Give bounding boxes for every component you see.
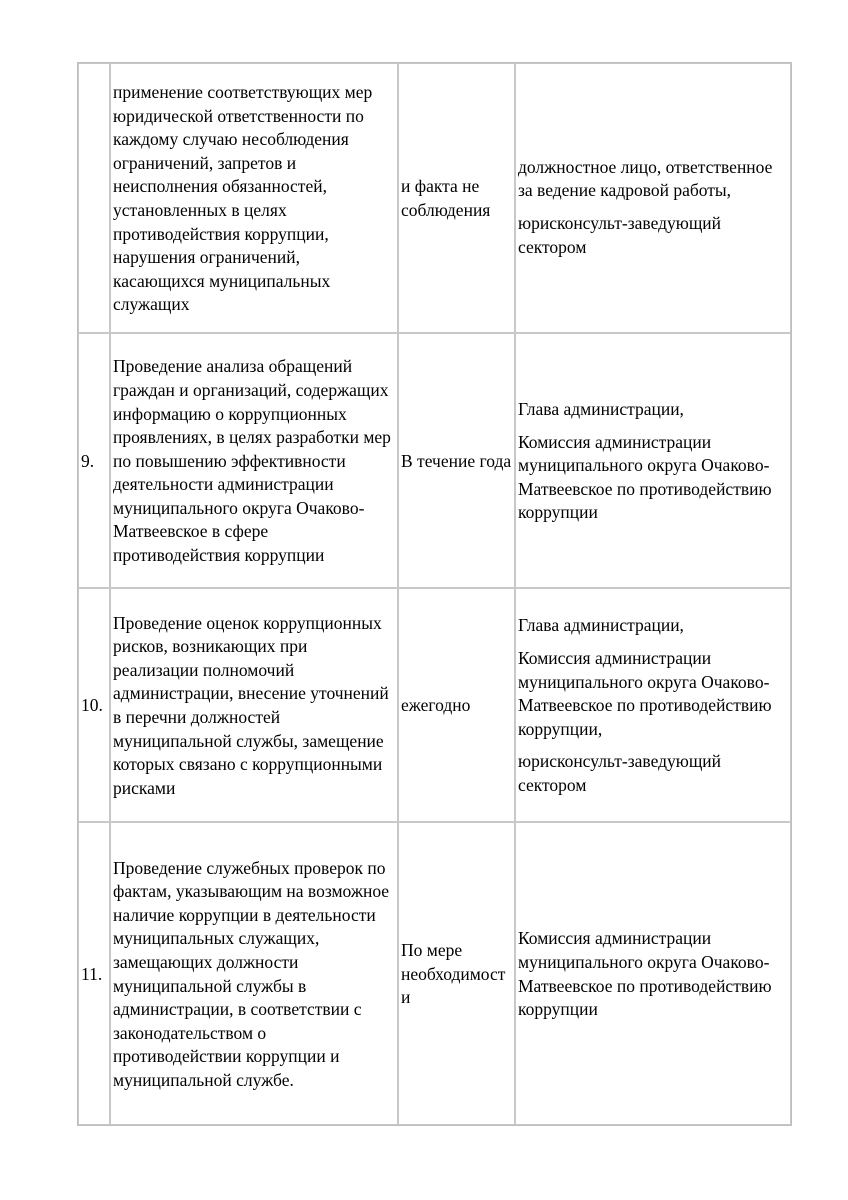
table-row bbox=[78, 588, 791, 822]
responsible-cell bbox=[515, 333, 791, 588]
responsible-line: Комиссия администрации муниципального округа Очаково-Матвеевское по противодействию коррупции bbox=[518, 431, 772, 523]
term-cell: ежегодно bbox=[398, 588, 515, 822]
responsible-cell bbox=[515, 822, 791, 1125]
responsible-cell bbox=[515, 63, 791, 333]
table-row bbox=[78, 333, 791, 588]
activity-cell: применение соответствующих мер юридической ответственности по каждому случаю несоблюдения ограничений, запретов и неисполнения обязанностей, установленных в целях противодействия коррупции, нарушения ограничений, касающихся муниципальных служащих bbox=[110, 63, 398, 333]
activity-cell: Проведение анализа обращений граждан и организаций, содержащих информацию о коррупционных проявлениях, в целях разработки мер по повышению эффективности деятельности администрации муниципального округа Очаково-Матвеевское в сфере противодействия коррупции bbox=[110, 333, 398, 588]
table-row bbox=[78, 63, 791, 333]
term-cell: В течение года bbox=[398, 333, 515, 588]
responsible-line: Глава администрации, bbox=[518, 399, 684, 420]
responsible-line: юрисконсульт-заведующий сектором bbox=[518, 213, 722, 257]
responsible-line: должностное лицо, ответственное за ведение кадровой работы, bbox=[518, 156, 773, 201]
responsible-line: Комиссия администрации муниципального округа Очаково-Матвеевское по противодействию коррупции, bbox=[518, 648, 772, 739]
activity-cell: Проведение служебных проверок по фактам, указывающим на возможное наличие коррупции в деятельности муниципальных служащих, замещающих должности муниципальной службы в администрации, в соответствии с законодательством о противодействии коррупции и муниципальной службе. bbox=[110, 822, 398, 1125]
activity-cell: Проведение оценок коррупционных рисков, возникающих при реализации полномочий администрации, внесение уточнений в перечни должностей муниципальной службы, замещение которых связано с коррупционными рисками bbox=[110, 588, 398, 822]
row-number: 11. bbox=[78, 822, 110, 1125]
measures-table bbox=[77, 62, 792, 1126]
responsible-cell bbox=[515, 588, 791, 822]
row-number: 10. bbox=[78, 588, 110, 822]
row-number bbox=[78, 63, 110, 333]
term-cell: и факта не соблюдения bbox=[398, 63, 515, 333]
responsible-line: Глава администрации, bbox=[518, 615, 684, 636]
responsible-line: юрисконсульт-заведующий сектором bbox=[518, 751, 722, 795]
term-cell: По мере необходимости bbox=[398, 822, 515, 1125]
responsible-line: Комиссия администрации муниципального округа Очаково-Матвеевское по противодействию коррупции bbox=[518, 928, 772, 1020]
table-row bbox=[78, 822, 791, 1125]
row-number: 9. bbox=[78, 333, 110, 588]
